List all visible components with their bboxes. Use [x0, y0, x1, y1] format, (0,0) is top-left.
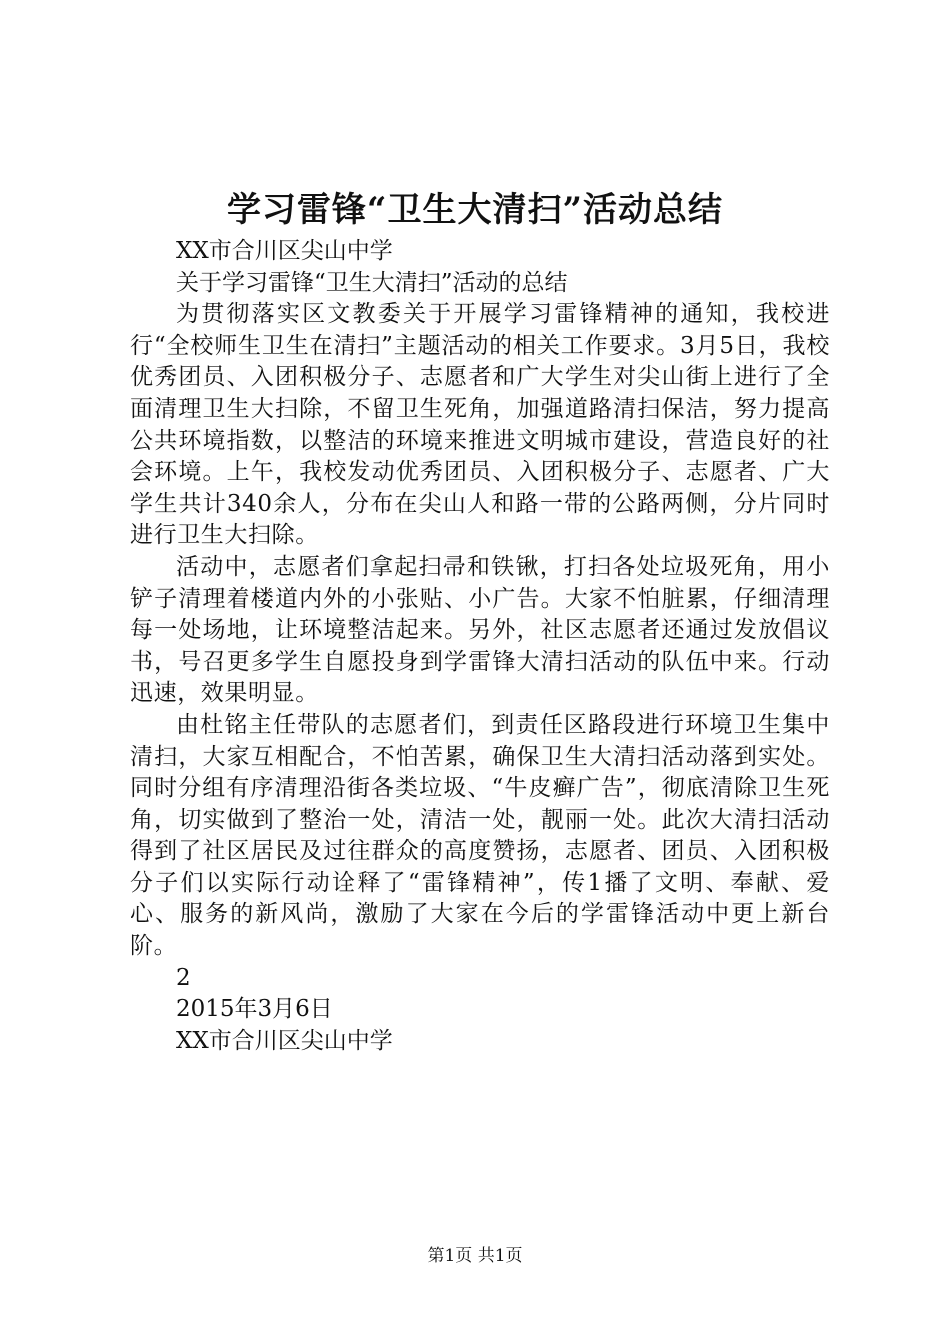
body-paragraph: 活动中，志愿者们拿起扫帚和铁锹，打扫各处垃圾死角，用小铲子清理着楼道内外的小张贴、小广告。大家不怕脏累，仔细清理每一处场地，让环境整洁起来。另外，社区志愿者还通过发放倡议书，号召更多学生自愿投身到学雷锋大清扫活动的队伍中来。行动迅速，效果明显。: [130, 553, 830, 707]
body-paragraph: 由杜铭主任带队的志愿者们，到责任区路段进行环境卫生集中清扫，大家互相配合，不怕苦累，确保卫生大清扫活动落到实处。同时分组有序清理沿街各类垃圾、“牛皮癣广告”，彻底清除卫生死角，切实做到了整治一处，清洁一处，靓丽一处。此次大清扫活动得到了社区居民及过往群众的高度赞扬，志愿者、团员、入团积极分子们以实际行动诠释了“雷锋精神”，传1播了文明、奉献、爱心、服务的新风尚，激励了大家在今后的学雷锋活动中更上新台阶。: [130, 711, 830, 960]
document-title: 学习雷锋“卫生大清扫”活动总结: [226, 190, 724, 230]
page-footer: 第1页 共1页: [427, 1246, 523, 1266]
school-header: XX市合川区尖山中学: [176, 238, 393, 264]
document-subtitle: 关于学习雷锋“卫生大清扫”活动的总结: [176, 269, 568, 296]
document-body: [130, 236, 830, 1057]
document-date: 2015年3月6日: [176, 996, 333, 1023]
signature: XX市合川区尖山中学: [176, 1027, 393, 1054]
page-marker: 2: [176, 964, 191, 991]
body-paragraph: 为贯彻落实区文教委关于开展学习雷锋精神的通知，我校进行“全校师生卫生在清扫”主题活动的相关工作要求。3月5日，我校优秀团员、入团积极分子、志愿者和广大学生对尖山街上进行了全面清理卫生大扫除，不留卫生死角，加强道路清扫保洁，努力提高公共环境指数，以整洁的环境来推进文明城市建设，营造良好的社会环境。上午，我校发动优秀团员、入团积极分子、志愿者、广大学生共计340余人，分布在尖山人和路一带的公路两侧，分片同时进行卫生大扫除。: [130, 301, 830, 549]
